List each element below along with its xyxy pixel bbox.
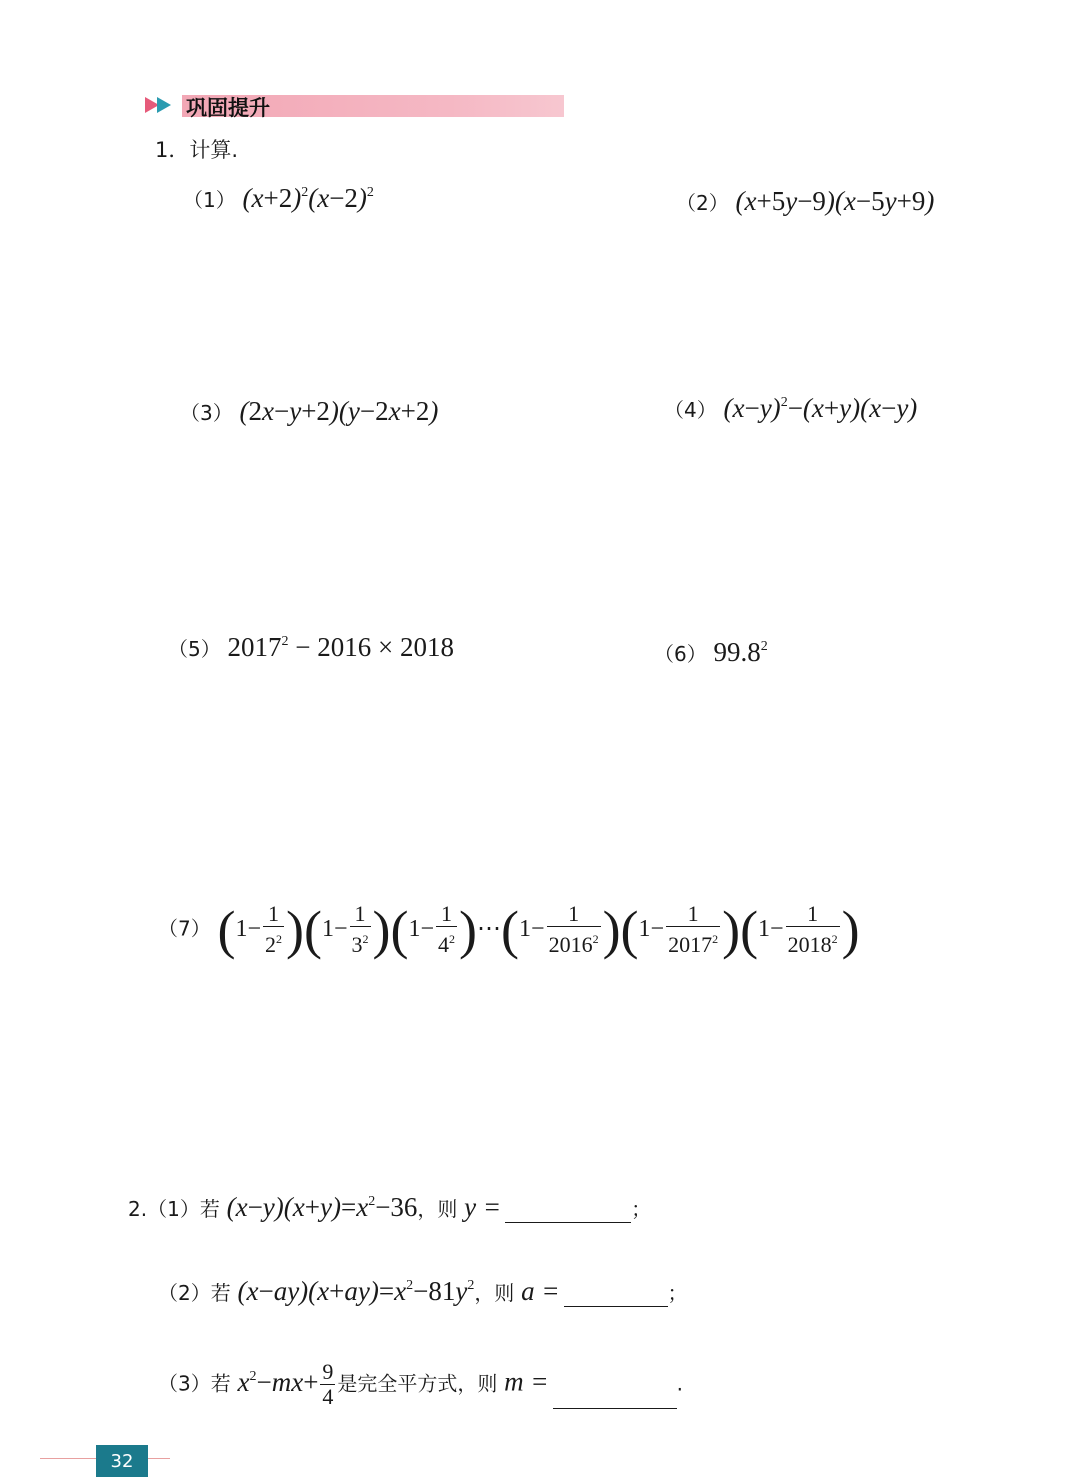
product-factor: (1− $\frac{1}{2^2}$ ) bbox=[217, 899, 304, 960]
problem-6 bbox=[654, 637, 768, 668]
section-title: 巩固提升 bbox=[186, 96, 270, 120]
q2-item-2-suffix: ，则 bbox=[474, 1281, 515, 1305]
problem-7 bbox=[158, 899, 860, 960]
page-number: 32 bbox=[96, 1445, 148, 1477]
problem-5 bbox=[168, 632, 454, 663]
q2-item-1-expr: $(x-y)(x+y)=x^2-36$ bbox=[226, 1192, 418, 1222]
q2-item-1-end: ； bbox=[631, 1197, 652, 1221]
problem-5-expr: $2017^2 - 2016 \times 2018$ bbox=[227, 632, 454, 662]
problem-2 bbox=[676, 186, 934, 217]
q2-item-1 bbox=[128, 1192, 651, 1223]
problem-3-label: （3） bbox=[180, 401, 233, 425]
problem-6-label: （6） bbox=[654, 642, 707, 666]
q2-item-2-var: a = bbox=[521, 1276, 560, 1306]
question-2-number: 2. bbox=[128, 1197, 148, 1221]
q2-item-3-suffix: 是完全平方式，则 bbox=[337, 1371, 498, 1396]
q2-item-3-var: m = bbox=[504, 1366, 549, 1397]
answer-blank-3[interactable] bbox=[553, 1382, 677, 1409]
product-factor: (1− $\frac{1}{3^2}$ ) bbox=[304, 899, 391, 960]
problem-1 bbox=[183, 183, 374, 214]
q2-item-3-label: （3） bbox=[158, 1371, 211, 1396]
answer-blank-1[interactable] bbox=[505, 1196, 631, 1223]
double-arrow-icon bbox=[143, 95, 177, 115]
fraction-denominator: 4 bbox=[322, 1384, 334, 1409]
problem-4-label: （4） bbox=[664, 398, 717, 422]
product-factor: (1− $\frac{1}{2018^2}$ ) bbox=[740, 899, 860, 960]
fraction-9-4 bbox=[320, 1360, 335, 1409]
q2-item-3-expr: $x^2-mx+$ $\frac{9}{4}$ bbox=[237, 1359, 334, 1409]
problem-7-expr bbox=[217, 899, 860, 960]
q2-item-2-label: （2） bbox=[158, 1281, 211, 1305]
problem-4 bbox=[664, 393, 917, 424]
problem-1-label: （1） bbox=[183, 188, 236, 212]
q2-item-2-expr: $(x-ay)(x+ay)=x^2-81y^2$ bbox=[237, 1276, 475, 1306]
q2-item-3-prefix: 若 bbox=[210, 1371, 231, 1396]
problem-2-label: （2） bbox=[676, 191, 729, 215]
problem-3-expr: (2x−y+2)(y−2x+2) bbox=[239, 396, 439, 426]
q2-item-3-end: . bbox=[676, 1371, 683, 1396]
answer-blank-2[interactable] bbox=[564, 1280, 668, 1307]
problem-4-expr: $(x-y)^2-(x+y)(x-y)$ bbox=[723, 393, 918, 423]
q2-item-1-prefix: 若 bbox=[199, 1197, 220, 1221]
q2-item-2-prefix: 若 bbox=[210, 1281, 231, 1305]
problem-2-expr: (x+5y−9)(x−5y+9) bbox=[735, 186, 935, 216]
q2-item-1-suffix: ，则 bbox=[417, 1197, 458, 1221]
fraction-numerator: 9 bbox=[322, 1359, 334, 1384]
q2-item-2-end: ； bbox=[667, 1281, 688, 1305]
problem-7-label: （7） bbox=[158, 916, 211, 941]
product-factor: (1− $\frac{1}{2017^2}$ ) bbox=[620, 899, 741, 960]
problem-1-expr: $(x+2)^2(x-2)^2$ bbox=[242, 183, 374, 213]
q2-item-2 bbox=[158, 1276, 688, 1307]
problem-3 bbox=[180, 396, 438, 427]
q2-item-3 bbox=[158, 1360, 683, 1409]
q2-item-1-label: （1） bbox=[147, 1197, 200, 1221]
problem-5-label: （5） bbox=[168, 637, 221, 661]
ellipsis: ⋯ bbox=[477, 915, 502, 942]
problem-6-expr: 99.8$^2$ bbox=[713, 637, 768, 667]
product-factor: (1− $\frac{1}{2016^2}$ ) bbox=[501, 899, 621, 960]
question-1-title: 1．计算. bbox=[155, 138, 239, 162]
q2-item-1-var: y = bbox=[464, 1192, 502, 1222]
product-factor: (1− $\frac{1}{4^2}$ ) bbox=[390, 899, 478, 960]
